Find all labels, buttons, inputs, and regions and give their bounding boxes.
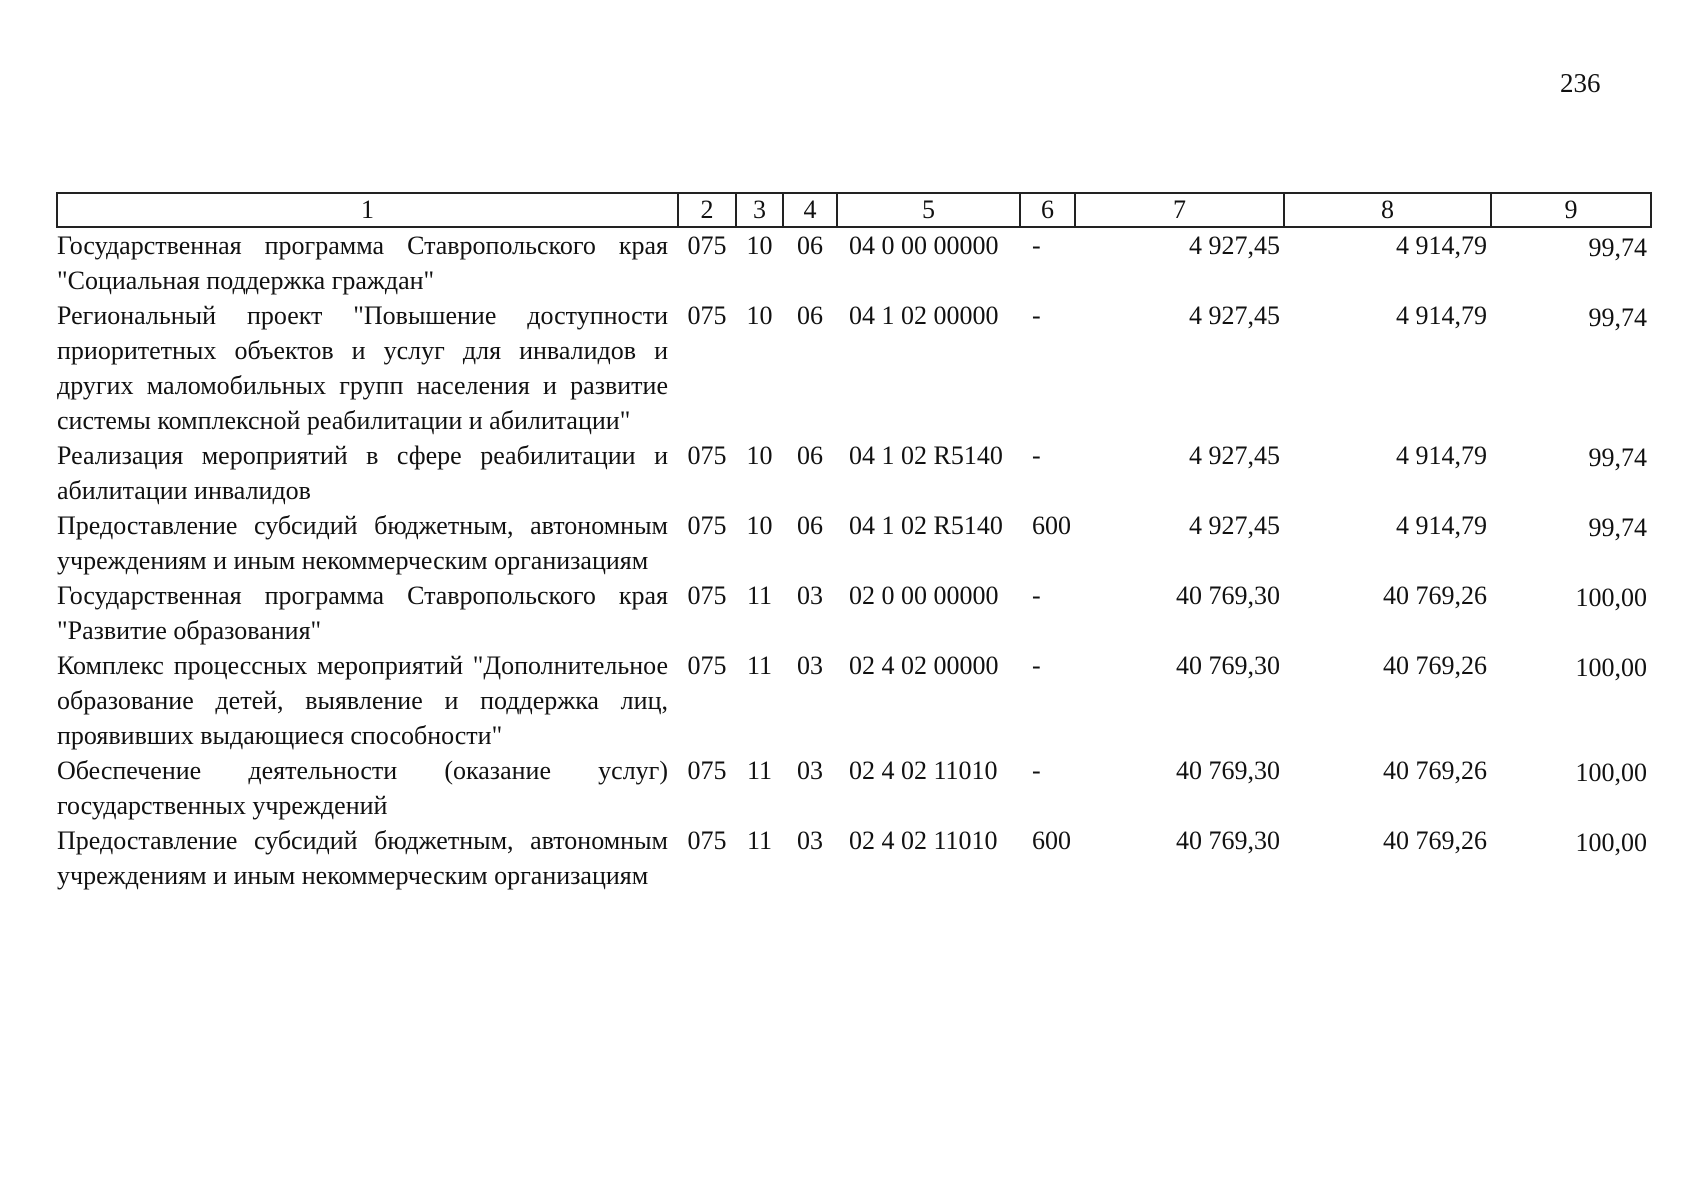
- row-code-expense-type: -: [1032, 581, 1041, 610]
- row-value-percent: 99,74: [1588, 443, 1647, 472]
- row-code-ministry: 075: [687, 511, 727, 540]
- row-description: Государственная программа Ставропольского края "Развитие образования": [57, 581, 668, 645]
- header-col-2: 2: [678, 193, 736, 227]
- row-code-ministry: 075: [687, 581, 727, 610]
- row-value-actual: 4 914,79: [1396, 301, 1487, 330]
- row-value-actual: 40 769,26: [1383, 756, 1487, 785]
- row-code-ministry: 075: [687, 301, 727, 330]
- row-value-percent: 100,00: [1575, 758, 1647, 787]
- row-code-subsection: 06: [797, 441, 823, 470]
- budget-table: [56, 192, 1652, 893]
- row-code-ministry: 075: [687, 826, 727, 855]
- table-header: [57, 193, 1651, 227]
- row-code-target: 04 0 00 00000: [849, 231, 999, 260]
- row-code-target: 04 1 02 00000: [849, 301, 999, 330]
- header-col-7: 7: [1075, 193, 1284, 227]
- budget-table-container: [56, 192, 1650, 893]
- row-description: Государственная программа Ставропольского края "Социальная поддержка граждан": [57, 231, 668, 295]
- row-value-percent: 100,00: [1575, 653, 1647, 682]
- row-code-section: 10: [746, 301, 773, 330]
- row-code-target: 02 0 00 00000: [849, 581, 999, 610]
- header-col-5: 5: [837, 193, 1020, 227]
- row-value-plan: 4 927,45: [1189, 231, 1280, 260]
- row-code-target: 02 4 02 00000: [849, 651, 999, 680]
- row-value-plan: 40 769,30: [1176, 651, 1280, 680]
- header-col-9: 9: [1491, 193, 1651, 227]
- row-code-subsection: 06: [797, 511, 823, 540]
- row-code-section: 10: [746, 231, 773, 260]
- row-value-percent: 99,74: [1588, 233, 1647, 262]
- row-code-target: 04 1 02 R5140: [849, 511, 1003, 540]
- row-description: Региональный проект "Повышение доступности приоритетных объектов и услуг для инвалидов и других маломобильных групп населения и развитие системы комплексной реабилитации и абилитации": [57, 301, 668, 435]
- row-value-actual: 40 769,26: [1383, 826, 1487, 855]
- row-value-actual: 40 769,26: [1383, 651, 1487, 680]
- row-code-expense-type: -: [1032, 651, 1041, 680]
- row-value-actual: 4 914,79: [1396, 511, 1487, 540]
- row-code-section: 10: [746, 511, 773, 540]
- row-code-expense-type: -: [1032, 756, 1041, 785]
- row-code-subsection: 06: [797, 231, 823, 260]
- row-value-percent: 100,00: [1575, 583, 1647, 612]
- row-value-percent: 100,00: [1575, 828, 1647, 857]
- page-number: 236: [1560, 68, 1601, 98]
- row-value-plan: 40 769,30: [1176, 581, 1280, 610]
- row-description: Комплекс процессных мероприятий "Дополнительное образование детей, выявление и поддержка лиц, проявивших выдающиеся способности": [57, 651, 668, 750]
- row-code-subsection: 03: [797, 826, 823, 855]
- row-code-subsection: 06: [797, 301, 823, 330]
- row-code-subsection: 03: [797, 581, 823, 610]
- table-row: [57, 753, 1651, 823]
- row-description: Обеспечение деятельности (оказание услуг) государственных учреждений: [57, 756, 668, 820]
- table-row: [57, 438, 1651, 508]
- row-code-section: 11: [746, 581, 773, 610]
- row-code-ministry: 075: [687, 756, 727, 785]
- row-description: Предоставление субсидий бюджетным, автономным учреждениям и иным некоммерческим организациям: [57, 826, 668, 890]
- header-col-8: 8: [1284, 193, 1491, 227]
- table-row: [57, 298, 1651, 438]
- table-row: [57, 508, 1651, 578]
- row-value-percent: 99,74: [1588, 303, 1647, 332]
- row-code-target: 04 1 02 R5140: [849, 441, 1003, 470]
- header-row: [57, 193, 1651, 227]
- row-code-ministry: 075: [687, 231, 727, 260]
- row-code-section: 11: [746, 756, 773, 785]
- table-body: [57, 227, 1651, 893]
- row-code-section: 10: [746, 441, 773, 470]
- row-value-plan: 40 769,30: [1176, 826, 1280, 855]
- row-code-expense-type: -: [1032, 441, 1041, 470]
- table-row: [57, 823, 1651, 893]
- header-col-1: 1: [57, 193, 678, 227]
- row-value-plan: 4 927,45: [1189, 301, 1280, 330]
- row-value-plan: 40 769,30: [1176, 756, 1280, 785]
- row-code-target: 02 4 02 11010: [849, 826, 998, 855]
- row-value-plan: 4 927,45: [1189, 441, 1280, 470]
- table-row: [57, 578, 1651, 648]
- row-value-actual: 4 914,79: [1396, 441, 1487, 470]
- row-code-target: 02 4 02 11010: [849, 756, 998, 785]
- row-code-section: 11: [746, 826, 773, 855]
- header-col-3: 3: [736, 193, 783, 227]
- row-value-percent: 99,74: [1588, 513, 1647, 542]
- row-description: Реализация мероприятий в сфере реабилитации и абилитации инвалидов: [57, 441, 668, 505]
- row-value-actual: 4 914,79: [1396, 231, 1487, 260]
- header-col-6: 6: [1020, 193, 1075, 227]
- table-row: [57, 648, 1651, 753]
- row-code-expense-type: -: [1032, 231, 1041, 260]
- row-description: Предоставление субсидий бюджетным, автономным учреждениям и иным некоммерческим организациям: [57, 511, 668, 575]
- row-code-section: 11: [746, 651, 773, 680]
- row-code-expense-type: -: [1032, 301, 1041, 330]
- row-code-expense-type: 600: [1032, 511, 1071, 540]
- row-value-plan: 4 927,45: [1189, 511, 1280, 540]
- row-code-subsection: 03: [797, 651, 823, 680]
- row-code-ministry: 075: [687, 441, 727, 470]
- header-col-4: 4: [783, 193, 837, 227]
- row-code-expense-type: 600: [1032, 826, 1071, 855]
- table-row: [57, 227, 1651, 298]
- row-value-actual: 40 769,26: [1383, 581, 1487, 610]
- row-code-ministry: 075: [687, 651, 727, 680]
- row-code-subsection: 03: [797, 756, 823, 785]
